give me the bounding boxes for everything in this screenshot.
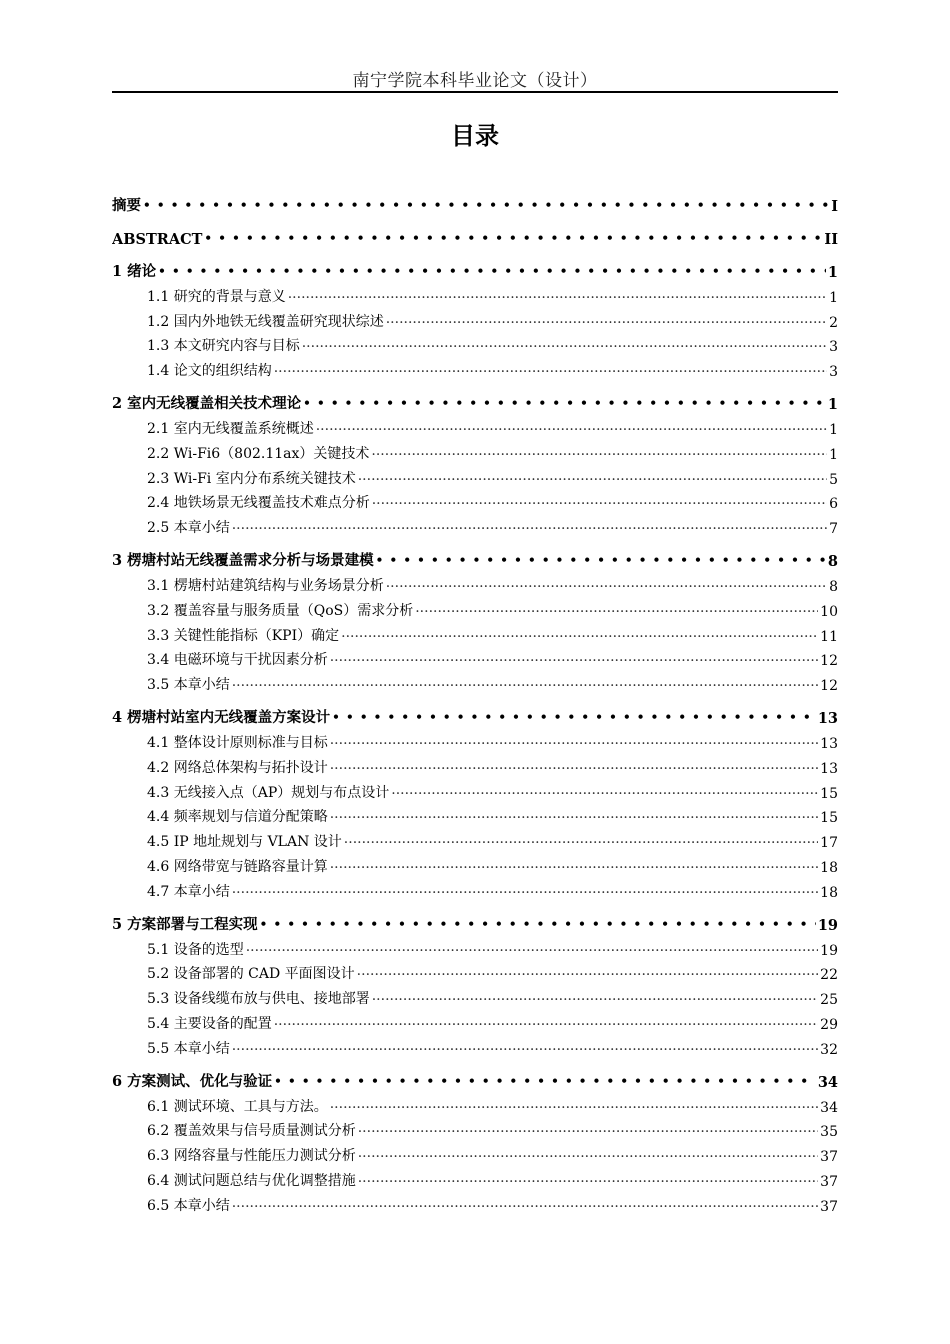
toc-section-entry[interactable] xyxy=(112,355,838,380)
toc-dot-leader xyxy=(232,678,818,694)
toc-section-entry[interactable] xyxy=(112,826,838,851)
toc-dot-leader xyxy=(386,579,827,595)
toc-dot-leader xyxy=(358,1174,818,1190)
toc-section-entry[interactable] xyxy=(112,1033,838,1058)
toc-page-number: 25 xyxy=(820,992,838,1009)
toc-page-number: 12 xyxy=(820,678,838,695)
toc-page-number: 13 xyxy=(817,710,838,728)
toc-page-number: 2 xyxy=(829,314,838,331)
toc-section-entry[interactable] xyxy=(112,1165,838,1190)
toc-dot-leader xyxy=(316,422,827,438)
toc-page-number: 15 xyxy=(820,785,838,802)
toc-section-entry[interactable] xyxy=(112,620,838,645)
toc-page-number: 11 xyxy=(820,628,838,645)
toc-entry-label: 4.5 IP 地址规划与 VLAN 设计 xyxy=(147,834,342,851)
toc-section-entry[interactable] xyxy=(112,512,838,537)
toc-entry-label: 1.1 研究的背景与意义 xyxy=(147,288,286,305)
toc-entry-label: 4.4 频率规划与信道分配策略 xyxy=(147,809,328,826)
toc-dot-leader xyxy=(358,472,827,488)
toc-section-entry[interactable] xyxy=(112,802,838,827)
toc-entry-label: 3 楞塘村站无线覆盖需求分析与场景建模 xyxy=(112,552,374,570)
toc-page-number: I xyxy=(831,198,838,215)
toc-dot-leader xyxy=(274,364,827,380)
toc-page-number: 13 xyxy=(820,760,838,777)
toc-dot-leader xyxy=(288,290,827,306)
toc-entry-label: 2.2 Wi-Fi6（802.11ax）关键技术 xyxy=(147,445,370,462)
toc-entry-label: 2 室内无线覆盖相关技术理论 xyxy=(112,395,302,413)
toc-dot-leader xyxy=(274,1017,818,1033)
toc-section-entry[interactable] xyxy=(112,851,838,876)
toc-section-entry[interactable] xyxy=(112,1091,838,1116)
toc-entry-label: 5.3 设备线缆布放与供电、接地部署 xyxy=(147,991,370,1008)
toc-entry-label: 6.5 本章小结 xyxy=(147,1197,230,1214)
toc-chapter-entry[interactable] xyxy=(112,696,838,727)
toc-dot-leader xyxy=(260,917,816,934)
toc-entry-label: 4.2 网络总体架构与拓扑设计 xyxy=(147,759,328,776)
toc-entry-label: 3.5 本章小结 xyxy=(147,677,230,694)
toc-dot-leader xyxy=(415,604,818,620)
toc-page-number: 19 xyxy=(820,942,838,959)
toc-section-entry[interactable] xyxy=(112,1190,838,1215)
toc-page-number: II xyxy=(824,231,838,248)
toc-page-number: 18 xyxy=(820,884,838,901)
table-of-contents xyxy=(112,182,838,1215)
toc-entry-label: 5.5 本章小结 xyxy=(147,1040,230,1057)
toc-dot-leader xyxy=(358,1124,818,1140)
header-rule xyxy=(112,91,838,93)
toc-page-number: 13 xyxy=(820,735,838,752)
toc-dot-leader xyxy=(391,786,818,802)
toc-entry-label: 5 方案部署与工程实现 xyxy=(112,915,258,933)
toc-section-entry[interactable] xyxy=(112,727,838,752)
toc-entry-label: 3.3 关键性能指标（KPI）确定 xyxy=(147,627,340,644)
toc-entry-label: 1.2 国内外地铁无线覆盖研究现状综述 xyxy=(147,313,384,330)
toc-dot-leader xyxy=(330,810,818,826)
toc-section-entry[interactable] xyxy=(112,983,838,1008)
toc-dot-leader xyxy=(330,1100,818,1116)
toc-entry-label: 3.2 覆盖容量与服务质量（QoS）需求分析 xyxy=(147,602,414,619)
toc-dot-leader xyxy=(344,835,818,851)
toc-page-number: 17 xyxy=(820,835,838,852)
toc-section-entry[interactable] xyxy=(112,876,838,901)
toc-page-number: 3 xyxy=(829,364,838,381)
toc-section-entry[interactable] xyxy=(112,934,838,959)
toc-dot-leader xyxy=(204,231,822,248)
toc-section-entry[interactable] xyxy=(112,413,838,438)
toc-page-number: 12 xyxy=(820,653,838,670)
toc-dot-leader xyxy=(158,264,826,281)
toc-dot-leader xyxy=(358,1149,818,1165)
toc-section-entry[interactable] xyxy=(112,669,838,694)
toc-dot-leader xyxy=(330,860,818,876)
toc-entry-label: 4.6 网络带宽与链路容量计算 xyxy=(147,858,328,875)
toc-entry-label: 4.1 整体设计原则标准与目标 xyxy=(147,734,328,751)
toc-page-number: 35 xyxy=(820,1124,838,1141)
toc-dot-leader xyxy=(372,496,827,512)
toc-section-entry[interactable] xyxy=(112,570,838,595)
toc-entry-label: 4.7 本章小结 xyxy=(147,883,230,900)
page-header: 南宁学院本科毕业论文（设计） xyxy=(352,71,598,91)
toc-entry-label: ABSTRACT xyxy=(112,231,203,248)
toc-page-number: 37 xyxy=(820,1198,838,1215)
toc-dot-leader xyxy=(371,447,827,463)
toc-dot-leader xyxy=(232,1199,818,1215)
toc-entry-label: 4.3 无线接入点（AP）规划与布点设计 xyxy=(147,784,390,801)
toc-dot-leader xyxy=(232,885,818,901)
toc-page-number: 32 xyxy=(820,1041,838,1058)
toc-entry-label: 4 楞塘村站室内无线覆盖方案设计 xyxy=(112,709,331,727)
toc-section-entry[interactable] xyxy=(112,438,838,463)
toc-page-number: 7 xyxy=(829,521,838,538)
toc-section-entry[interactable] xyxy=(112,959,838,984)
toc-dot-leader xyxy=(246,943,818,959)
toc-dot-leader xyxy=(372,992,818,1008)
toc-page-number: 37 xyxy=(820,1173,838,1190)
toc-page-number: 22 xyxy=(820,967,838,984)
toc-section-entry[interactable] xyxy=(112,595,838,620)
toc-page-number: 18 xyxy=(820,859,838,876)
toc-entry-label: 1.4 论文的组织结构 xyxy=(147,363,272,380)
toc-page-number: 8 xyxy=(829,578,838,595)
toc-page-number: 1 xyxy=(827,264,838,281)
toc-page-number: 1 xyxy=(829,289,838,306)
toc-dot-leader xyxy=(143,198,829,215)
toc-entry-label: 6.2 覆盖效果与信号质量测试分析 xyxy=(147,1123,356,1140)
toc-page-number: 6 xyxy=(829,496,838,513)
toc-chapter-entry[interactable] xyxy=(112,184,838,215)
toc-chapter-entry[interactable] xyxy=(112,903,838,934)
toc-section-entry[interactable] xyxy=(112,463,838,488)
toc-section-entry[interactable] xyxy=(112,488,838,513)
toc-page-number: 29 xyxy=(820,1016,838,1033)
toc-dot-leader xyxy=(232,1042,818,1058)
toc-dot-leader xyxy=(303,396,826,413)
toc-entry-label: 6.4 测试问题总结与优化调整措施 xyxy=(147,1172,356,1189)
toc-entry-label: 2.5 本章小结 xyxy=(147,520,230,537)
toc-entry-label: 6 方案测试、优化与验证 xyxy=(112,1072,273,1090)
toc-chapter-entry[interactable] xyxy=(112,250,838,281)
toc-entry-label: 5.4 主要设备的配置 xyxy=(147,1015,272,1032)
toc-entry-label: 1 绪论 xyxy=(112,263,157,280)
toc-section-entry[interactable] xyxy=(112,306,838,331)
toc-entry-label: 2.4 地铁场景无线覆盖技术难点分析 xyxy=(147,495,370,512)
toc-dot-leader xyxy=(330,653,818,669)
toc-section-entry[interactable] xyxy=(112,777,838,802)
toc-dot-leader xyxy=(330,761,818,777)
toc-dot-leader xyxy=(332,710,816,727)
toc-page-number: 10 xyxy=(820,603,838,620)
toc-entry-label: 6.1 测试环境、工具与方法。 xyxy=(147,1098,328,1115)
toc-page-number: 1 xyxy=(827,396,838,414)
toc-page-number: 8 xyxy=(827,553,838,571)
toc-dot-leader xyxy=(376,553,826,570)
page-title: 目录 xyxy=(451,122,499,150)
toc-entry-label: 5.2 设备部署的 CAD 平面图设计 xyxy=(147,966,355,983)
toc-entry-label: 6.3 网络容量与性能压力测试分析 xyxy=(147,1148,356,1165)
toc-chapter-entry[interactable] xyxy=(112,539,838,570)
toc-chapter-entry[interactable] xyxy=(112,217,838,248)
toc-section-entry[interactable] xyxy=(112,331,838,356)
toc-page-number: 34 xyxy=(820,1099,838,1116)
toc-page-number: 15 xyxy=(820,810,838,827)
toc-dot-leader xyxy=(274,1074,816,1091)
toc-entry-label: 3.4 电磁环境与干扰因素分析 xyxy=(147,652,328,669)
toc-chapter-entry[interactable] xyxy=(112,1060,838,1091)
toc-entry-label: 2.1 室内无线覆盖系统概述 xyxy=(147,420,314,437)
toc-page-number: 37 xyxy=(820,1149,838,1166)
toc-dot-leader xyxy=(341,629,818,645)
toc-section-entry[interactable] xyxy=(112,281,838,306)
toc-page-number: 5 xyxy=(829,471,838,488)
toc-page-number: 19 xyxy=(817,916,838,934)
toc-section-entry[interactable] xyxy=(112,645,838,670)
toc-page-number: 1 xyxy=(829,421,838,438)
toc-section-entry[interactable] xyxy=(112,752,838,777)
toc-section-entry[interactable] xyxy=(112,1140,838,1165)
toc-entry-label: 5.1 设备的选型 xyxy=(147,941,244,958)
toc-page-number: 3 xyxy=(829,339,838,356)
toc-section-entry[interactable] xyxy=(112,1116,838,1141)
toc-section-entry[interactable] xyxy=(112,1008,838,1033)
toc-dot-leader xyxy=(302,339,827,355)
toc-entry-label: 摘要 xyxy=(112,197,141,214)
toc-dot-leader xyxy=(232,521,827,537)
toc-entry-label: 3.1 楞塘村站建筑结构与业务场景分析 xyxy=(147,577,384,594)
toc-dot-leader xyxy=(386,315,827,331)
toc-dot-leader xyxy=(330,736,818,752)
toc-chapter-entry[interactable] xyxy=(112,382,838,413)
toc-page-number: 1 xyxy=(829,446,838,463)
toc-entry-label: 2.3 Wi-Fi 室内分布系统关键技术 xyxy=(147,470,356,487)
toc-page-number: 34 xyxy=(817,1073,838,1091)
toc-dot-leader xyxy=(357,967,819,983)
toc-entry-label: 1.3 本文研究内容与目标 xyxy=(147,338,300,355)
